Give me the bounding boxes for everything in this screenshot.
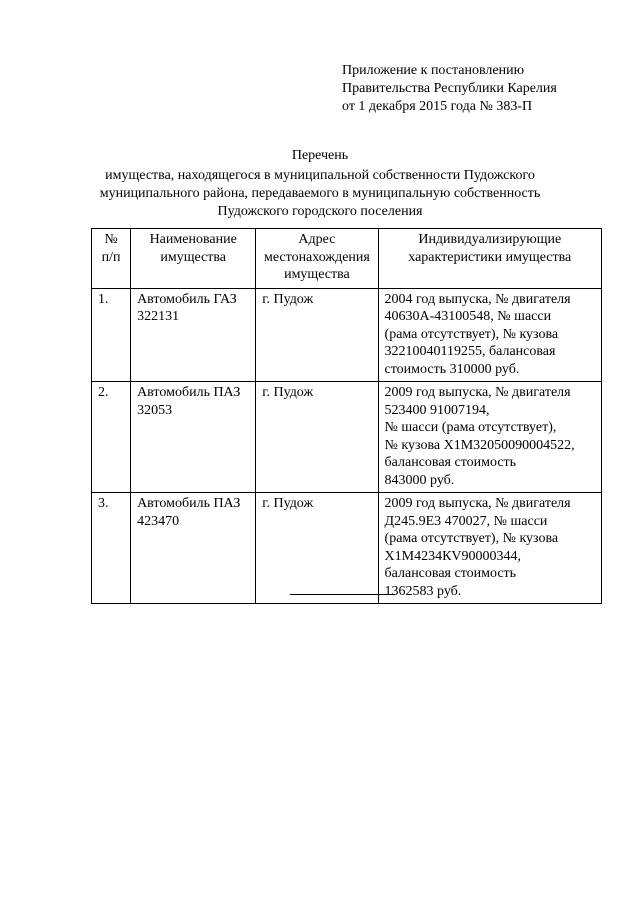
appendix-line: от 1 декабря 2015 года № 383-П (342, 99, 533, 114)
row-number: 3. (92, 493, 131, 604)
end-divider (290, 594, 395, 595)
title-line: муниципального района, передаваемого в муниципальную собственность (99, 186, 541, 201)
header-characteristics: Индивидуализирующие характеристики имущества (378, 229, 601, 289)
table-row (92, 493, 602, 604)
row-address: г. Пудож (256, 288, 378, 382)
table-header-row (92, 229, 602, 289)
appendix-line: Приложение к постановлению (342, 63, 525, 78)
row-details: 2004 год выпуска, № двигателя 40630А-43100548, № шасси (рама отсутствует), № кузова 32210040119255, балансовая стоимость 310000 руб. (378, 288, 601, 382)
table-row (92, 288, 602, 382)
property-table (91, 228, 602, 604)
header-name: Наименование имущества (131, 229, 256, 289)
row-name: Автомобиль ПАЗ 423470 (131, 493, 256, 604)
row-address: г. Пудож (256, 493, 378, 604)
row-name: Автомобиль ПАЗ 32053 (131, 382, 256, 493)
row-address: г. Пудож (256, 382, 378, 493)
table-row (92, 382, 602, 493)
header-number: № п/п (92, 229, 131, 289)
row-details: 2009 год выпуска, № двигателя 523400 91007194, № шасси (рама отсутствует), № кузова Х1М32050090004522, балансовая стоимость 843000 руб. (378, 382, 601, 493)
row-details: 2009 год выпуска, № двигателя Д245.9Е3 470027, № шасси (рама отсутствует), № кузова Х1М4234КV90000344, балансовая стоимость 1362583 руб. (378, 493, 601, 604)
header-address: Адрес местонахождения имущества (256, 229, 378, 289)
row-number: 2. (92, 382, 131, 493)
appendix-note (342, 62, 557, 116)
row-name: Автомобиль ГАЗ 322131 (131, 288, 256, 382)
row-number: 1. (92, 288, 131, 382)
title-heading: Перечень (291, 148, 349, 163)
document-title (60, 147, 580, 221)
title-line: Пудожского городского поселения (217, 204, 423, 219)
title-line: имущества, находящегося в муниципальной собственности Пудожского (105, 168, 535, 183)
appendix-line: Правительства Республики Карелия (342, 81, 557, 96)
